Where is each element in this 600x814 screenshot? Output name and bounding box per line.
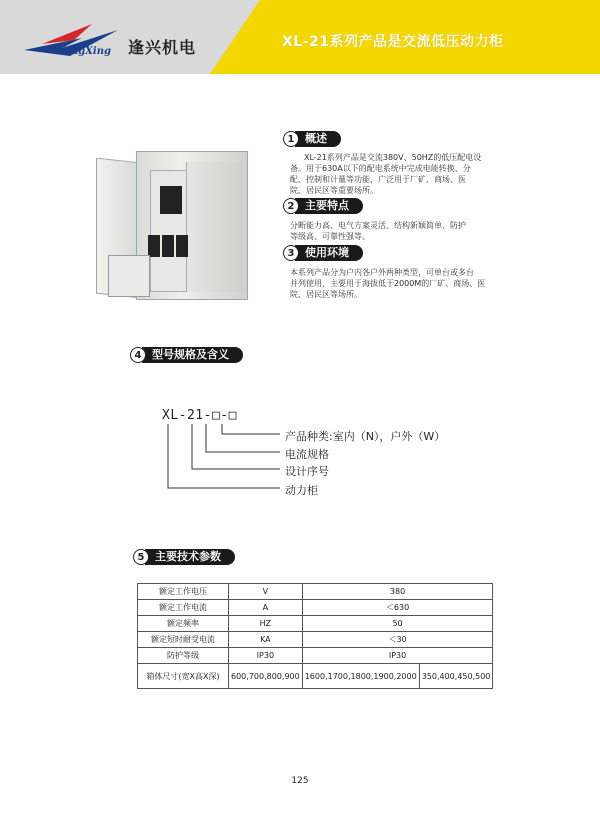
section-label: 主要技术参数 xyxy=(145,549,235,565)
breaker-1 xyxy=(148,235,160,257)
text-line: 备。用于630A以下的配电系统中完成电能转换、分 xyxy=(290,164,471,173)
section-label: 主要特点 xyxy=(295,198,363,214)
text-line: 等级高、可靠性强等。 xyxy=(290,232,370,241)
table-cell: ＜630 xyxy=(302,600,493,616)
fengxing-logo-icon xyxy=(22,20,130,64)
section-number: 1 xyxy=(283,131,299,147)
table-cell: 额定工作电流 xyxy=(138,600,229,616)
tech-params-table xyxy=(137,583,493,689)
table-row xyxy=(138,584,493,600)
section-overview-heading xyxy=(283,131,341,147)
text-line: 本系列产品分为户内各户外两种类型，可单台或多台 xyxy=(290,268,474,277)
section-number: 2 xyxy=(283,198,299,214)
section-features-heading xyxy=(283,198,363,214)
page-title: XL-21系列产品是交流低压动力柜 xyxy=(282,34,504,50)
page-number: 125 xyxy=(291,776,309,786)
table-row xyxy=(138,632,493,648)
model-code: XL-21-□-□ xyxy=(162,408,237,423)
table-row xyxy=(138,664,493,689)
table-cell: 50 xyxy=(302,616,493,632)
table-cell: IP30 xyxy=(302,648,493,664)
table-cell: 380 xyxy=(302,584,493,600)
features-text xyxy=(290,220,520,242)
text-line: 分断能力高、电气方案灵活、结构新颖简单、防护 xyxy=(290,221,466,230)
section-params-heading xyxy=(133,549,235,565)
table-cell: 1600,1700,1800,1900,2000 xyxy=(302,664,419,689)
breaker-3 xyxy=(176,235,188,257)
table-cell: 防护等级 xyxy=(138,648,229,664)
model-label-type: 产品种类:室内（N），户外（W） xyxy=(285,430,446,443)
section-label: 使用环境 xyxy=(295,245,363,261)
section-environment-heading xyxy=(283,245,363,261)
text-line: 配、控制和计量等功能，广泛用于厂矿、商场、医 xyxy=(290,175,466,184)
environment-text xyxy=(290,267,530,300)
brand-name: 逢兴机电 xyxy=(128,38,197,57)
text-line: XL-21系列产品是交流380V、50HZ的低压配电设 xyxy=(304,153,482,162)
model-code-leader-lines xyxy=(160,424,290,496)
overview-text xyxy=(290,152,520,196)
table-cell: IP30 xyxy=(229,648,303,664)
table-cell: KA xyxy=(229,632,303,648)
breaker-2 xyxy=(162,235,174,257)
model-label-current: 电流规格 xyxy=(285,448,329,461)
control-box xyxy=(108,255,150,297)
table-cell: A xyxy=(229,600,303,616)
table-cell: ＜30 xyxy=(302,632,493,648)
section-number: 3 xyxy=(283,245,299,261)
section-label: 概述 xyxy=(295,131,341,147)
cabinet-right-door xyxy=(186,162,243,292)
table-cell: 350,400,450,500 xyxy=(419,664,493,689)
table-row xyxy=(138,616,493,632)
section-label: 型号规格及含义 xyxy=(142,347,243,363)
table-row xyxy=(138,648,493,664)
text-line: 并列使用，主要用于海拔低于2000M的厂矿、商场、医 xyxy=(290,279,486,288)
table-row xyxy=(138,600,493,616)
table-cell: HZ xyxy=(229,616,303,632)
table-cell: 额定工作电压 xyxy=(138,584,229,600)
main-breaker xyxy=(160,186,182,214)
table-cell: 箱体尺寸(宽X高X深) xyxy=(138,664,229,689)
table-cell: 600,700,800,900 xyxy=(229,664,303,689)
section-number: 4 xyxy=(130,347,146,363)
table-cell: 额定频率 xyxy=(138,616,229,632)
text-line: 院、居民区等重要场所。 xyxy=(290,186,378,195)
section-model-heading xyxy=(130,347,243,363)
table-cell: 额定短时耐受电流 xyxy=(138,632,229,648)
text-line: 院、居民区等场所。 xyxy=(290,290,362,299)
logo-text: FengXing xyxy=(58,46,111,57)
table-cell: V xyxy=(229,584,303,600)
section-number: 5 xyxy=(133,549,149,565)
model-label-cabinet: 动力柜 xyxy=(285,484,318,497)
model-label-design: 设计序号 xyxy=(285,465,329,478)
